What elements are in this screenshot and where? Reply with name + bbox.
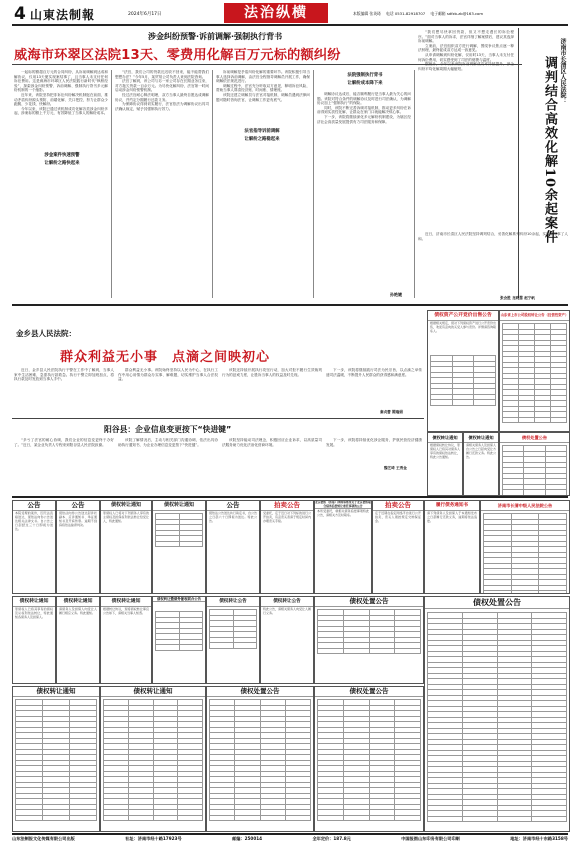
notice-row2-a <box>12 596 56 684</box>
notice-title: 债权转让通知 <box>153 501 205 511</box>
notice-row3-c <box>206 686 314 832</box>
notice-title: 债权处置公告 <box>207 687 313 697</box>
notice-disposal-a <box>499 432 570 496</box>
notice-table <box>483 513 567 594</box>
subhead-3-line2: 让解纷成本降下来 <box>347 81 383 86</box>
email-label: 电子邮箱 <box>430 11 446 16</box>
notice-text: 特此公告，请相关债务人向受让人履行义务。 <box>263 607 312 615</box>
notice-title: 公告 <box>207 501 259 511</box>
notice-table <box>155 513 203 547</box>
phone-label: 电话 <box>386 11 394 16</box>
notice-title: 债权转让通知 <box>13 597 55 607</box>
middle-body-col4: 下一步，该院将继续践行司法为民宗旨，以点滴之举传递司法温暖，不断提升人民群众的获得感和满意度。 <box>326 368 422 377</box>
section-rule <box>12 304 568 306</box>
notice-row1-g <box>314 500 372 594</box>
editor-label: 本版编辑 <box>353 11 369 16</box>
notice-transfer-a <box>427 432 463 496</box>
notice-title: 债权转让通知 <box>101 687 205 697</box>
issue-date: 2024年6月17日 <box>128 12 162 17</box>
notice-row2-f <box>260 596 314 684</box>
notice-rule <box>12 496 568 498</box>
notice-title: 债权转让公告 <box>261 597 313 607</box>
notice-row1-j <box>480 500 570 594</box>
phone-number: 0531-82918707 <box>394 11 426 16</box>
lead-body-col1: 一起标的额超百万元的合同纠纷，从诉前调解到达成和解协议，仅用13天便实现案结事了，且当事人未支付任何诉讼费用。这是威海市环翠区人民法院践行新时代“枫桥经验”，探索涉金纠纷预警、诉前调解、强制执行背书多元解纷机制的一个缩影。 近年来，该院坚持把非诉讼纠纷解决机制挺在前面，推动矛盾纠纷源头预防、前端化解、关口把控，努力让群众少跑腿、少花钱、快解纷。 今年以来，该院已通过该机制成功化解各类涉金纠纷多起，涉案标的额上千万元，有效降低了当事人的解纷成本。 <box>14 70 108 116</box>
notice-title: 北京德恒（济南）律师事务所关于北京德恒联合债务追偿转让委托事项的公告 <box>315 500 371 508</box>
lead-body-col4: 调解协议达成后，能否顺利履行是当事人最为关心的问题。该院对符合条件的调解协议及时进行司法确认，为调解协议加上“强制执行”的保险。 同时，该院不断完善诉调对接机制，推动更多纠纷在诉前得到实质性化解，让群众在家门口就能解决烦心事。 下一步，该院将继续深化多元解纷机制建设，为辖区经济社会高质量发展提供有力司法服务和保障。 <box>317 92 411 124</box>
sub-body-col2: 该院了解情况后，主动与相关部门沟通协调，依法出具协助执行通知书，为企业办理信息变更按下“快进键”。 <box>118 438 218 447</box>
col-divider <box>313 70 314 298</box>
notice-text: 请债务人及担保人向受让人履行相应义务。特此通知。 <box>59 607 97 615</box>
subhead-2-line2: 让解纷之路稳起来 <box>244 137 280 142</box>
footer-printer: 中国报图山东印务有限公司印刷 <box>401 836 460 841</box>
notice-title: 债权处置公告 <box>315 687 423 697</box>
notice-row2-b <box>56 596 100 684</box>
right-feature-body: 近日，济南市长清区人民法院坚持调判结合，妥善化解系列纠纷10余起，实现案结事了人和。 <box>418 232 568 241</box>
notice-table <box>317 699 421 821</box>
col-divider <box>111 70 112 298</box>
notice-table <box>15 699 97 821</box>
notice-title: 履行债务通知书 <box>425 501 479 511</box>
notice-title: 债权处置公告 <box>315 597 423 607</box>
notice-transfer-b <box>463 432 499 496</box>
notice-text: 受委托，定于近日对下列标的进行公开拍卖，有意竞买者请于规定时间内办理竞买手续。 <box>263 511 312 523</box>
notice-row1-b <box>56 500 100 594</box>
notice-row1-i <box>424 500 480 594</box>
notice-text: 根据债权转让协议，原债权人已将其对债务人享有的债权依法转让，特此公告通知。 <box>430 443 461 459</box>
middle-body-col1: 近日，金乡县人民法院执行干警在工作中了解到，当事人家中生活困难，急需执行款救急。执行干警立即加班加点，将执行款及时发放到当事人手中。 <box>14 368 114 382</box>
notice-title: 债权转让通知 <box>428 433 462 443</box>
subhead-2-line1: 法官指导诉前调解 <box>244 129 280 134</box>
footer-address: 社址：济南市经十路17923号 <box>125 836 182 841</box>
middle-body-col3: 该院还持续开展执行攻坚行动，加大对拒不履行生效裁判行为的惩戒力度，让胜诉当事人的权益及时兑现。 <box>222 368 322 377</box>
footer-price: 全年定价：187.8元 <box>312 836 351 841</box>
notice-shanghai <box>499 310 570 432</box>
notice-row2-h <box>424 596 570 832</box>
notice-table <box>209 609 257 649</box>
notice-title: 债权处置公告 <box>500 433 569 443</box>
notice-row3-a <box>12 686 100 832</box>
right-feature-headline: 调判结合高效化解10余起案件 <box>542 56 557 245</box>
editor-name: 张英琦 <box>369 11 381 16</box>
notice-title: 拍卖公告 <box>373 501 423 511</box>
notice-title: 公告 <box>57 501 99 511</box>
footer-rule <box>12 833 568 835</box>
notice-row1-c <box>100 500 152 594</box>
notice-title: 债权转让通知 <box>101 597 151 607</box>
right-feature-author: 张会胜 龙晓慧 赵宁帆 <box>500 296 535 300</box>
middle-feature-headline: 群众利益无小事 点滴之间映初心 <box>60 350 271 365</box>
footer <box>12 836 568 842</box>
notice-table <box>317 609 421 654</box>
notice-row1-d <box>152 500 206 594</box>
sub-body-col3: 该院坚持能动司法理念，积极回应企业诉求，以高质量司法服务助力优化法治化营商环境。 <box>222 438 322 447</box>
notice-row2-d <box>152 596 206 684</box>
notice-title: 债权资产公开竞价出售公告 <box>428 311 498 321</box>
notice-title: 债权转让通知 <box>464 433 498 443</box>
sub-author: 魏艺琦 王秀金 <box>384 466 407 470</box>
middle-feature-author: 秦贞蕾 閻瑞娟 <box>380 410 403 414</box>
notice-table <box>427 612 567 822</box>
notice-row1-f <box>260 500 314 594</box>
notice-title: 济南市长清中级人民法院公告 <box>481 501 569 511</box>
lead-kicker: 涉金纠纷预警·诉前调解·强制执行背书 <box>148 32 283 41</box>
notice-title: 债权转让公告 <box>207 597 259 607</box>
section-title: 法治纵横 <box>224 3 328 23</box>
subhead-3 <box>318 72 412 88</box>
notice-title: 山东省上市公司股权转让公告（经营性资产） <box>500 311 569 321</box>
notice-table <box>502 323 567 423</box>
notice-table <box>155 611 203 651</box>
subhead-1-line2: 让解纷之路快起来 <box>44 161 80 166</box>
notice-table <box>502 445 567 496</box>
notice-row2-e <box>206 596 260 684</box>
notice-row2-g <box>314 596 424 684</box>
lead-body-col2: “法官，我们公司的货款迟迟收不回来，能不能帮我们想想办法？”今年5月，某贸易公司负责人来到法院咨询。 法官了解到，该公司与另一家公司存在长期业务往来，对方拖欠货款一百余万元。为尽快化解纠纷，法官第一时间启动涉金纠纷预警机制。 经过法官耐心释法明理，双方当事人最终自愿达成调解协议，并约定分期履行还款义务。 为保障协议得到切实履行，法官依法为调解协议出具司法确认裁定，赋予其强制执行效力。 <box>115 70 209 111</box>
footer-postcode: 邮编：250014 <box>232 836 263 841</box>
middle-body-col2: 群众利益无小事。该院始终坚持以人民为中心，在执行工作中用心用情为群众办实事、解难题，切实维护当事人合法权益。 <box>118 368 218 382</box>
notice-table <box>430 355 496 406</box>
middle-feature-org: 金乡县人民法院： <box>16 329 76 338</box>
lead-body-col5: “我们想尽快拿回货款，但又不想走漫长的诉讼程序。”面对当事人的诉求，法官详细了解案情后，建议其选择诉前调解。 立案前，法官组织双方进行调解，围绕争议焦点逐一释法析理，最终促成双方达成一致意见。 从申请调解到纠纷化解，仅用时13天，当事人未支付任何诉讼费用，切实感受到了司法的便捷与温度。 据统计，今年以来该院诉前调解成功率持续提升，涉金纠纷平均化解周期大幅缩短。 <box>418 30 514 71</box>
notice-title: 拍卖公告 <box>261 501 313 511</box>
notice-title: 债权转让通知 <box>13 687 99 697</box>
notice-text: 定于近期在指定网络平台进行公开拍卖，竞买人须按规定交纳保证金。 <box>375 511 421 523</box>
notice-title: 债权转让通知 <box>101 501 151 511</box>
notice-bond-public <box>427 310 499 432</box>
right-feature-org: 济南市长清区人民法院： <box>559 38 566 104</box>
sub-headline: 阳谷县：企业信息变更按下“快进键” <box>104 425 232 434</box>
notice-text: 现依法公告送达执行裁定书，自公告之日起六十日即视为送达。特此公告。 <box>209 511 258 523</box>
lead-author: 孙艳婕 <box>390 292 402 297</box>
notice-text: 根据相关规定，现对下列债权资产进行公开竞价出售，欢迎有意向的买受人参与竞价。详情请咨询联系人。 <box>430 321 497 333</box>
notice-row1-e <box>206 500 260 594</box>
col-divider <box>212 70 213 298</box>
lead-body-col3: 诉前调解是矛盾纠纷化解的重要环节。该院积极引导当事人选择诉前调解，由法官全程指导调解员开展工作，确保调解依法规范进行。 调解过程中，法官充分听取双方意见，释明诉讼风险，帮助当事人算清经济账、时间账、情理账。 该院还建立调解员与法官对接机制，调解员遇到法律问题可随时咨询法官，让调解工作更有底气。 <box>216 70 310 102</box>
footer-publisher: 山东法制报文化传媒有限公司出版 <box>12 836 75 841</box>
footer-print-address: 地址：济南市经十东路3158号 <box>510 836 568 841</box>
notice-text: 原债权人已将对下列债务人享有的主债权及担保权利依法转让给受让人，特此通知。 <box>103 511 149 523</box>
notice-row1-h <box>372 500 424 594</box>
email-address: sdfzb-zb@163.com <box>446 11 484 16</box>
notice-row1-a <box>12 500 56 594</box>
notice-row3-b <box>100 686 206 832</box>
notice-row2-c <box>100 596 152 684</box>
notice-title: 债权转让通知 <box>57 597 99 607</box>
lead-headline: 威海市环翠区法院13天、零费用化解百万元标的额纠纷 <box>14 48 341 63</box>
notice-title: 债权转让暨债务催收联合公告 <box>153 597 205 602</box>
notice-table <box>103 699 203 821</box>
notice-title: 公告 <box>13 501 55 511</box>
notice-text: 原债权人已将其享有的债权及从权利依法转让，特此通知各债务人及担保人。 <box>15 607 53 619</box>
notice-text: 现依法向你公告送达起诉状副本、应诉通知书、举证通知书及开庭传票。逾期不到庭将依法缺席判决。 <box>59 511 97 527</box>
editor-info <box>353 11 483 17</box>
masthead-rule <box>12 24 568 26</box>
subhead-1-line1: 涉金案件快速预警 <box>44 153 80 158</box>
page-number: 4 <box>14 4 26 24</box>
notice-title: 债权处置公告 <box>425 597 569 609</box>
sub-body-col1: “多亏了法官的耐心协调，我们企业的信息变更终于办好了。”近日，某企业负责人专程来到阳谷县人民法院致谢。 <box>14 438 114 447</box>
notice-text: 请相关债务人及担保人自公告之日起向受让方履行还款义务。特此公告。 <box>466 443 497 459</box>
notice-text: 本所受委托，就相关债务追偿事项特此公告，请相关方及时联系。 <box>317 509 369 518</box>
paper-logo: 山東法制報 <box>30 8 96 22</box>
notice-text: 请下列债务人及担保人于本通知发布之日起履行还款义务，逾期将依法追偿。 <box>427 511 477 523</box>
subhead-3-line1: 法院强制执行背书 <box>347 73 383 78</box>
notice-text: 本院受理的案件，因无法直接送达，现依法向你公告送达相关法律文书。自公告之日起经过三十日即视为送达。 <box>15 511 53 531</box>
sub-body-col4: 下一步，该院将持续优化涉企服务，护航民营经济健康发展。 <box>326 438 422 447</box>
sub-rule <box>12 418 424 419</box>
notice-table <box>209 699 311 821</box>
notice-text: 根据转让协议，现将债权转让事宜公告如下，请相关当事人知悉。 <box>103 607 149 615</box>
subhead-1 <box>18 152 106 168</box>
col-divider <box>414 70 415 298</box>
notice-row3-d <box>314 686 424 832</box>
